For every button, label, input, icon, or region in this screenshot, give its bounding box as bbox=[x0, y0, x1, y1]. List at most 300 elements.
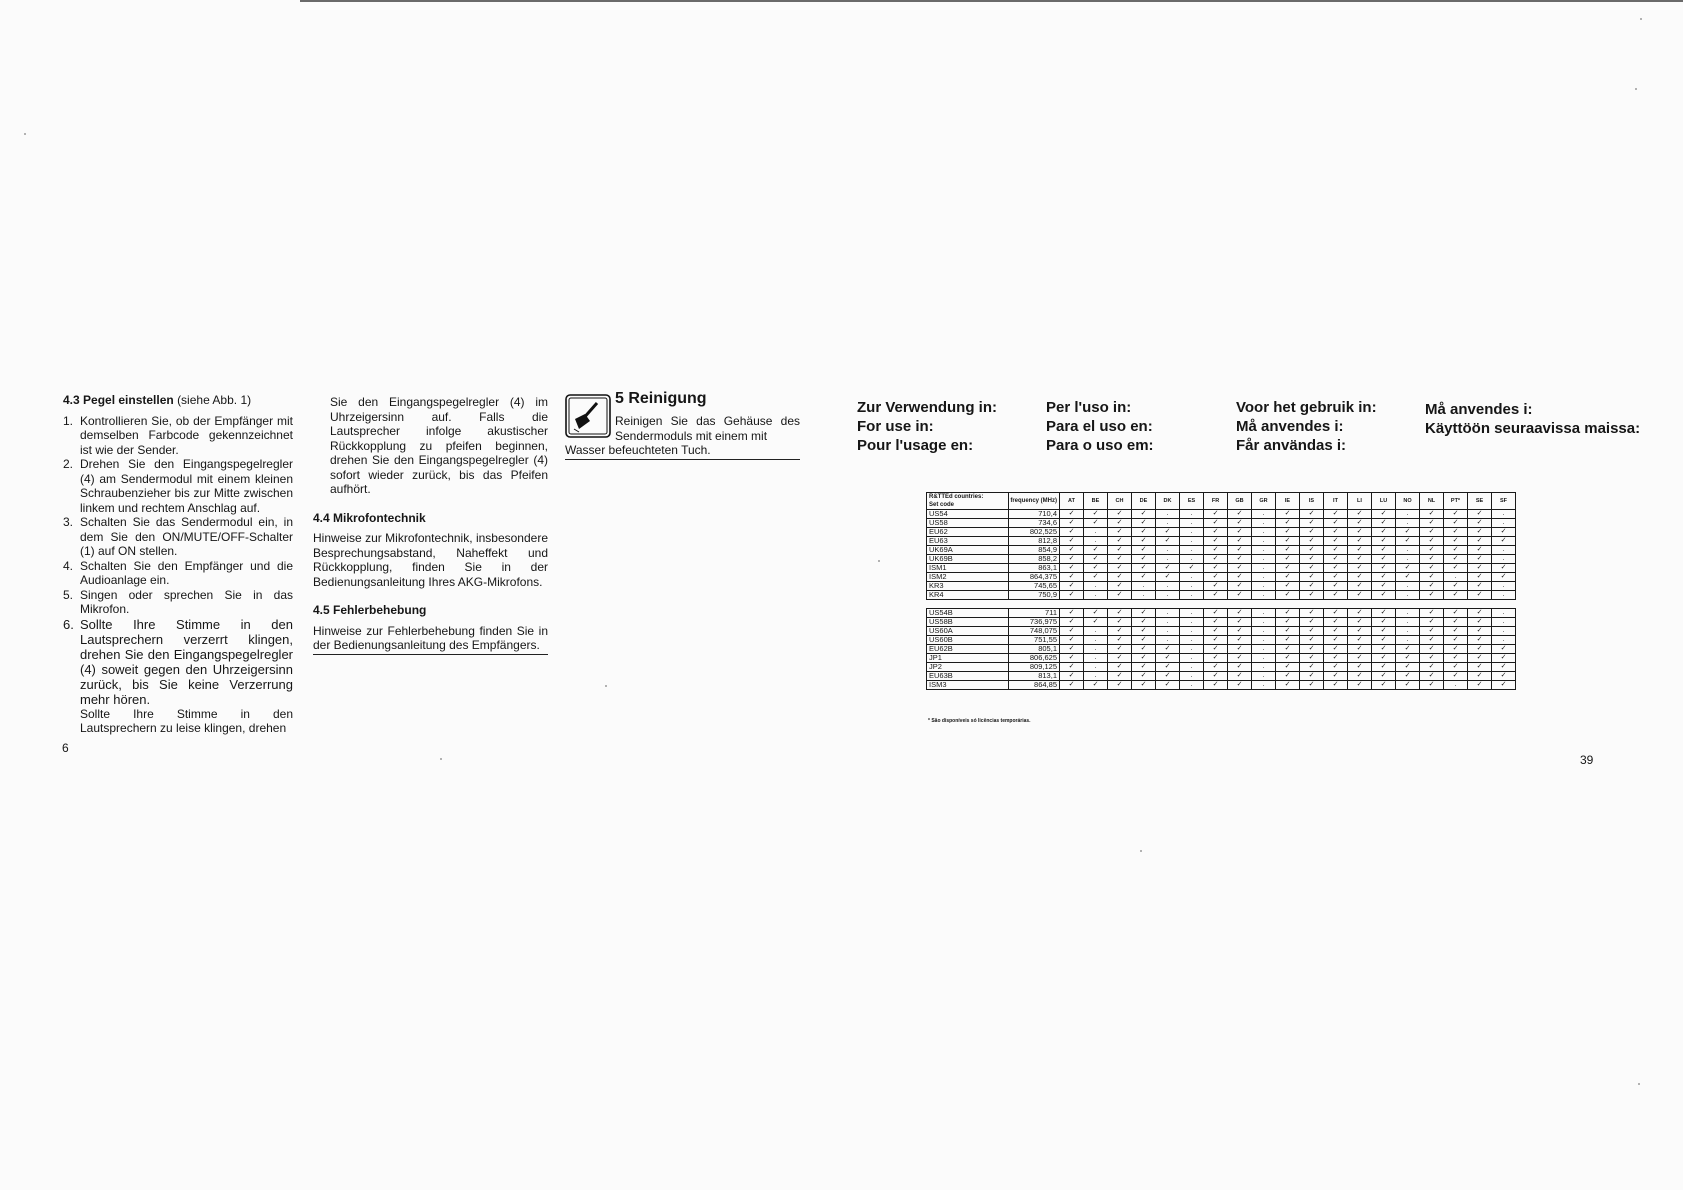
country-cell: . bbox=[1396, 591, 1420, 600]
country-cell: ✓ bbox=[1228, 591, 1252, 600]
set-code-cell: EU63 bbox=[927, 537, 1009, 546]
scan-speck bbox=[24, 133, 26, 135]
country-cell: ✓ bbox=[1300, 528, 1324, 537]
table-row bbox=[927, 645, 1516, 654]
country-cell: ✓ bbox=[1300, 519, 1324, 528]
country-header: NO bbox=[1396, 493, 1420, 510]
country-header: DK bbox=[1156, 493, 1180, 510]
table-group-gap bbox=[927, 600, 1516, 609]
table-row bbox=[927, 636, 1516, 645]
frequency-cell: 813,1 bbox=[1009, 672, 1060, 681]
step-number: 3. bbox=[63, 515, 74, 529]
country-cell: ✓ bbox=[1156, 654, 1180, 663]
country-header: SE bbox=[1468, 493, 1492, 510]
country-cell: ✓ bbox=[1444, 537, 1468, 546]
country-cell: ✓ bbox=[1276, 663, 1300, 672]
country-cell: ✓ bbox=[1468, 627, 1492, 636]
country-cell: ✓ bbox=[1108, 564, 1132, 573]
country-cell: . bbox=[1396, 546, 1420, 555]
step-item bbox=[63, 515, 293, 559]
country-cell: . bbox=[1156, 609, 1180, 618]
frequency-cell: 863,1 bbox=[1009, 564, 1060, 573]
country-cell: . bbox=[1396, 609, 1420, 618]
country-cell: ✓ bbox=[1300, 555, 1324, 564]
country-cell: ✓ bbox=[1444, 528, 1468, 537]
page-number-right: 39 bbox=[1580, 753, 1594, 767]
country-cell: ✓ bbox=[1228, 573, 1252, 582]
country-cell: ✓ bbox=[1276, 654, 1300, 663]
country-cell: ✓ bbox=[1132, 537, 1156, 546]
step-number: 2. bbox=[63, 457, 74, 471]
country-cell: ✓ bbox=[1060, 519, 1084, 528]
country-cell: ✓ bbox=[1420, 582, 1444, 591]
country-cell: ✓ bbox=[1108, 609, 1132, 618]
country-cell: ✓ bbox=[1444, 627, 1468, 636]
country-cell: ✓ bbox=[1228, 663, 1252, 672]
frequency-cell: 751,55 bbox=[1009, 636, 1060, 645]
country-cell: ✓ bbox=[1348, 582, 1372, 591]
country-cell: ✓ bbox=[1132, 681, 1156, 690]
country-cell: ✓ bbox=[1468, 519, 1492, 528]
table-header-row bbox=[927, 493, 1516, 510]
country-cell: ✓ bbox=[1276, 609, 1300, 618]
table-footnote: * São disponíveis só licências temporárias. bbox=[928, 718, 1031, 724]
country-cell: ✓ bbox=[1300, 672, 1324, 681]
frequency-cell: 711 bbox=[1009, 609, 1060, 618]
country-cell: ✓ bbox=[1372, 609, 1396, 618]
country-cell: ✓ bbox=[1324, 618, 1348, 627]
frequency-cell: 858,2 bbox=[1009, 555, 1060, 564]
frequency-cell: 750,9 bbox=[1009, 591, 1060, 600]
country-cell: ✓ bbox=[1108, 537, 1132, 546]
country-cell: ✓ bbox=[1276, 681, 1300, 690]
country-cell: . bbox=[1492, 582, 1516, 591]
country-cell: ✓ bbox=[1300, 564, 1324, 573]
country-cell: . bbox=[1396, 636, 1420, 645]
country-cell: ✓ bbox=[1468, 663, 1492, 672]
set-code-cell: JP1 bbox=[927, 654, 1009, 663]
country-cell: ✓ bbox=[1204, 519, 1228, 528]
country-cell: ✓ bbox=[1420, 654, 1444, 663]
country-cell: ✓ bbox=[1300, 573, 1324, 582]
country-header: CH bbox=[1108, 493, 1132, 510]
country-cell: ✓ bbox=[1060, 555, 1084, 564]
country-cell: . bbox=[1180, 654, 1204, 663]
country-cell: . bbox=[1180, 672, 1204, 681]
set-code-cell: UK69A bbox=[927, 546, 1009, 555]
country-cell: ✓ bbox=[1468, 555, 1492, 564]
country-cell: ✓ bbox=[1444, 609, 1468, 618]
country-cell: ✓ bbox=[1084, 510, 1108, 519]
steps-list bbox=[63, 414, 293, 707]
frequency-cell: 864,375 bbox=[1009, 573, 1060, 582]
frequency-cell: 812,8 bbox=[1009, 537, 1060, 546]
country-cell: . bbox=[1492, 591, 1516, 600]
country-cell: ✓ bbox=[1348, 672, 1372, 681]
frequency-cell: 864,85 bbox=[1009, 681, 1060, 690]
country-cell: . bbox=[1180, 627, 1204, 636]
country-cell: ✓ bbox=[1372, 627, 1396, 636]
country-cell: ✓ bbox=[1324, 654, 1348, 663]
country-cell: ✓ bbox=[1108, 672, 1132, 681]
set-code-cell: US58 bbox=[927, 519, 1009, 528]
country-cell: ✓ bbox=[1204, 528, 1228, 537]
country-cell: . bbox=[1084, 591, 1108, 600]
frequency-cell: 805,1 bbox=[1009, 645, 1060, 654]
country-cell: ✓ bbox=[1204, 591, 1228, 600]
section-4-5-text: Hinweise zur Fehlerbehebung finden Sie in der Bedienungsanleitung des Empfängers. bbox=[313, 624, 548, 655]
country-cell: ✓ bbox=[1228, 528, 1252, 537]
country-cell: ✓ bbox=[1492, 663, 1516, 672]
usage-line: Käyttöön seuraavissa maissa: bbox=[1425, 420, 1641, 437]
country-cell: ✓ bbox=[1420, 591, 1444, 600]
country-cell: ✓ bbox=[1324, 663, 1348, 672]
step-text: Drehen Sie den Eingangspegelregler (4) am Sendermodul mit einem kleinen Schraubenzieher bis zur Mitte zwischen linkem und rechtem Anschlag auf. bbox=[80, 457, 293, 515]
country-cell: ✓ bbox=[1420, 609, 1444, 618]
country-cell: ✓ bbox=[1300, 663, 1324, 672]
country-cell: ✓ bbox=[1132, 672, 1156, 681]
country-cell: . bbox=[1180, 573, 1204, 582]
country-cell: ✓ bbox=[1132, 510, 1156, 519]
country-cell: ✓ bbox=[1300, 627, 1324, 636]
step-text: Singen oder sprechen Sie in das Mikrofon. bbox=[80, 587, 293, 616]
country-cell: . bbox=[1396, 582, 1420, 591]
country-cell: ✓ bbox=[1228, 555, 1252, 564]
set-code-cell: US60A bbox=[927, 627, 1009, 636]
set-code-cell: ISM3 bbox=[927, 681, 1009, 690]
country-cell: ✓ bbox=[1060, 564, 1084, 573]
country-cell: ✓ bbox=[1228, 609, 1252, 618]
table-row bbox=[927, 591, 1516, 600]
country-cell: . bbox=[1180, 546, 1204, 555]
country-cell: ✓ bbox=[1348, 573, 1372, 582]
country-cell: ✓ bbox=[1492, 681, 1516, 690]
country-cell: ✓ bbox=[1156, 663, 1180, 672]
country-cell: ✓ bbox=[1204, 564, 1228, 573]
country-cell: ✓ bbox=[1420, 618, 1444, 627]
country-cell: ✓ bbox=[1108, 555, 1132, 564]
country-cell: ✓ bbox=[1348, 555, 1372, 564]
country-cell: ✓ bbox=[1492, 528, 1516, 537]
frequency-cell: 854,9 bbox=[1009, 546, 1060, 555]
country-cell: . bbox=[1180, 609, 1204, 618]
step-number: 4. bbox=[63, 558, 74, 573]
country-cell: ✓ bbox=[1132, 573, 1156, 582]
country-cell: ✓ bbox=[1228, 672, 1252, 681]
country-cell: ✓ bbox=[1468, 573, 1492, 582]
country-cell: . bbox=[1180, 645, 1204, 654]
set-code-cell: KR4 bbox=[927, 591, 1009, 600]
country-cell: . bbox=[1252, 618, 1276, 627]
usage-heading-dk-fi bbox=[1425, 400, 1640, 438]
country-cell: ✓ bbox=[1228, 627, 1252, 636]
country-cell: . bbox=[1252, 672, 1276, 681]
country-cell: ✓ bbox=[1444, 555, 1468, 564]
country-cell: . bbox=[1252, 555, 1276, 564]
table-row bbox=[927, 672, 1516, 681]
country-cell: ✓ bbox=[1372, 573, 1396, 582]
step-item bbox=[63, 457, 293, 515]
country-cell: ✓ bbox=[1420, 681, 1444, 690]
country-cell: . bbox=[1180, 519, 1204, 528]
country-cell: ✓ bbox=[1060, 681, 1084, 690]
country-cell: . bbox=[1492, 510, 1516, 519]
usage-heading-de-en-fr bbox=[857, 398, 997, 455]
set-code-cell: EU63B bbox=[927, 672, 1009, 681]
country-cell: ✓ bbox=[1468, 582, 1492, 591]
country-cell: ✓ bbox=[1276, 510, 1300, 519]
country-cell: ✓ bbox=[1348, 681, 1372, 690]
country-cell: ✓ bbox=[1276, 636, 1300, 645]
country-cell: ✓ bbox=[1060, 573, 1084, 582]
country-cell: ✓ bbox=[1372, 582, 1396, 591]
country-cell: ✓ bbox=[1276, 564, 1300, 573]
country-cell: ✓ bbox=[1324, 564, 1348, 573]
frequency-cell: 802,525 bbox=[1009, 528, 1060, 537]
country-cell: ✓ bbox=[1372, 546, 1396, 555]
country-cell: ✓ bbox=[1324, 645, 1348, 654]
table-row bbox=[927, 681, 1516, 690]
country-cell: ✓ bbox=[1300, 609, 1324, 618]
table-row bbox=[927, 663, 1516, 672]
usage-line: Para el uso en: bbox=[1046, 418, 1153, 435]
country-cell: ✓ bbox=[1468, 609, 1492, 618]
step-item bbox=[63, 414, 293, 458]
country-cell: ✓ bbox=[1204, 582, 1228, 591]
country-cell: ✓ bbox=[1276, 645, 1300, 654]
country-cell: ✓ bbox=[1132, 546, 1156, 555]
country-cell: ✓ bbox=[1132, 528, 1156, 537]
country-cell: ✓ bbox=[1060, 537, 1084, 546]
country-cell: ✓ bbox=[1468, 546, 1492, 555]
country-cell: ✓ bbox=[1420, 555, 1444, 564]
country-cell: . bbox=[1156, 582, 1180, 591]
scan-speck bbox=[1635, 88, 1637, 90]
country-cell: ✓ bbox=[1132, 564, 1156, 573]
country-cell: . bbox=[1252, 573, 1276, 582]
country-cell: ✓ bbox=[1372, 654, 1396, 663]
country-cell: ✓ bbox=[1156, 528, 1180, 537]
country-cell: ✓ bbox=[1468, 672, 1492, 681]
country-cell: . bbox=[1084, 582, 1108, 591]
country-cell: ✓ bbox=[1228, 582, 1252, 591]
country-cell: . bbox=[1156, 510, 1180, 519]
section-4-4-heading: 4.4 Mikrofontechnik bbox=[313, 510, 426, 525]
country-cell: ✓ bbox=[1228, 681, 1252, 690]
country-cell: ✓ bbox=[1060, 672, 1084, 681]
country-cell: ✓ bbox=[1492, 645, 1516, 654]
country-cell: ✓ bbox=[1348, 627, 1372, 636]
country-cell: ✓ bbox=[1108, 573, 1132, 582]
country-cell: ✓ bbox=[1060, 627, 1084, 636]
country-cell: ✓ bbox=[1444, 519, 1468, 528]
column-2 bbox=[313, 395, 548, 655]
country-cell: . bbox=[1156, 627, 1180, 636]
country-cell: ✓ bbox=[1060, 645, 1084, 654]
country-cell: ✓ bbox=[1204, 609, 1228, 618]
country-cell: ✓ bbox=[1372, 618, 1396, 627]
country-cell: ✓ bbox=[1108, 528, 1132, 537]
country-cell: ✓ bbox=[1228, 546, 1252, 555]
country-cell: . bbox=[1252, 627, 1276, 636]
table-row bbox=[927, 528, 1516, 537]
usage-line: Må anvendes i: bbox=[1236, 418, 1344, 435]
country-cell: . bbox=[1492, 519, 1516, 528]
country-cell: ✓ bbox=[1300, 510, 1324, 519]
country-cell: ✓ bbox=[1228, 519, 1252, 528]
country-cell: . bbox=[1252, 582, 1276, 591]
table-row bbox=[927, 618, 1516, 627]
country-cell: . bbox=[1156, 636, 1180, 645]
country-cell: ✓ bbox=[1276, 627, 1300, 636]
country-cell: ✓ bbox=[1348, 654, 1372, 663]
country-cell: ✓ bbox=[1108, 591, 1132, 600]
country-cell: . bbox=[1492, 627, 1516, 636]
country-cell: ✓ bbox=[1396, 573, 1420, 582]
country-cell: ✓ bbox=[1276, 555, 1300, 564]
country-cell: ✓ bbox=[1228, 537, 1252, 546]
table-row bbox=[927, 654, 1516, 663]
scan-speck bbox=[440, 758, 442, 760]
country-cell: ✓ bbox=[1276, 546, 1300, 555]
country-cell: ✓ bbox=[1276, 519, 1300, 528]
usage-heading-it-es-pt bbox=[1046, 398, 1154, 455]
section-4-3-heading bbox=[63, 393, 293, 408]
country-cell: ✓ bbox=[1276, 537, 1300, 546]
country-cell: ✓ bbox=[1300, 681, 1324, 690]
country-cell: ✓ bbox=[1324, 591, 1348, 600]
country-cell: ✓ bbox=[1108, 618, 1132, 627]
set-code-cell: US54 bbox=[927, 510, 1009, 519]
country-cell: ✓ bbox=[1348, 564, 1372, 573]
country-cell: . bbox=[1180, 636, 1204, 645]
table-row bbox=[927, 537, 1516, 546]
country-header: LI bbox=[1348, 493, 1372, 510]
section-title: 4.3 Pegel einstellen bbox=[63, 393, 174, 407]
country-cell: ✓ bbox=[1324, 636, 1348, 645]
frequency-cell: 806,625 bbox=[1009, 654, 1060, 663]
country-cell: . bbox=[1180, 528, 1204, 537]
country-cell: . bbox=[1084, 645, 1108, 654]
country-cell: ✓ bbox=[1132, 654, 1156, 663]
country-cell: ✓ bbox=[1468, 528, 1492, 537]
country-cell: . bbox=[1492, 618, 1516, 627]
country-cell: . bbox=[1156, 591, 1180, 600]
country-cell: ✓ bbox=[1372, 681, 1396, 690]
set-code-cell: UK69B bbox=[927, 555, 1009, 564]
country-cell: ✓ bbox=[1348, 645, 1372, 654]
country-cell: ✓ bbox=[1348, 510, 1372, 519]
country-cell: . bbox=[1252, 537, 1276, 546]
step-6-continued: Sollte Ihre Stimme in den Lautsprechern zu leise klingen, drehen bbox=[80, 706, 293, 735]
country-cell: ✓ bbox=[1420, 672, 1444, 681]
country-cell: ✓ bbox=[1348, 546, 1372, 555]
table-row bbox=[927, 519, 1516, 528]
country-cell: . bbox=[1492, 609, 1516, 618]
frequency-cell: 745,65 bbox=[1009, 582, 1060, 591]
country-cell: ✓ bbox=[1348, 636, 1372, 645]
country-cell: ✓ bbox=[1348, 663, 1372, 672]
frequency-cell: 748,075 bbox=[1009, 627, 1060, 636]
table-row bbox=[927, 627, 1516, 636]
country-cell: ✓ bbox=[1468, 510, 1492, 519]
country-cell: ✓ bbox=[1300, 654, 1324, 663]
country-cell: ✓ bbox=[1348, 591, 1372, 600]
country-cell: ✓ bbox=[1372, 519, 1396, 528]
country-cell: ✓ bbox=[1324, 510, 1348, 519]
country-cell: ✓ bbox=[1300, 537, 1324, 546]
country-cell: . bbox=[1180, 537, 1204, 546]
step-number: 6. bbox=[63, 616, 74, 632]
country-cell: ✓ bbox=[1156, 645, 1180, 654]
country-cell: ✓ bbox=[1420, 546, 1444, 555]
usage-line: Får användas i: bbox=[1236, 437, 1347, 454]
country-cell: ✓ bbox=[1060, 546, 1084, 555]
scan-speck bbox=[1640, 18, 1642, 20]
country-cell: ✓ bbox=[1204, 636, 1228, 645]
country-header: SF bbox=[1492, 493, 1516, 510]
country-availability-table bbox=[926, 492, 1516, 690]
country-cell: ✓ bbox=[1060, 618, 1084, 627]
table-row bbox=[927, 564, 1516, 573]
country-cell: . bbox=[1492, 636, 1516, 645]
country-cell: ✓ bbox=[1300, 582, 1324, 591]
country-cell: ✓ bbox=[1204, 654, 1228, 663]
country-cell: . bbox=[1156, 555, 1180, 564]
set-code-cell: JP2 bbox=[927, 663, 1009, 672]
country-cell: ✓ bbox=[1468, 591, 1492, 600]
country-cell: ✓ bbox=[1420, 627, 1444, 636]
country-cell: ✓ bbox=[1228, 636, 1252, 645]
country-cell: ✓ bbox=[1060, 654, 1084, 663]
country-cell: . bbox=[1252, 519, 1276, 528]
country-cell: ✓ bbox=[1276, 672, 1300, 681]
country-cell: . bbox=[1252, 681, 1276, 690]
country-cell: ✓ bbox=[1324, 573, 1348, 582]
set-code-cell: EU62 bbox=[927, 528, 1009, 537]
country-cell: ✓ bbox=[1468, 618, 1492, 627]
column-1 bbox=[63, 393, 293, 736]
table-row bbox=[927, 582, 1516, 591]
country-cell: . bbox=[1492, 555, 1516, 564]
frequency-header: frequency (MHz) bbox=[1009, 493, 1060, 510]
country-header: FR bbox=[1204, 493, 1228, 510]
country-cell: ✓ bbox=[1084, 609, 1108, 618]
country-header: GB bbox=[1228, 493, 1252, 510]
country-cell: ✓ bbox=[1204, 627, 1228, 636]
country-cell: ✓ bbox=[1108, 654, 1132, 663]
section-5-text: Reinigen Sie das Gehäuse des Sendermoduls mit einem mit bbox=[615, 414, 800, 443]
country-cell: ✓ bbox=[1420, 537, 1444, 546]
country-cell: ✓ bbox=[1468, 645, 1492, 654]
country-cell: . bbox=[1156, 546, 1180, 555]
country-cell: ✓ bbox=[1444, 654, 1468, 663]
frequency-cell: 809,125 bbox=[1009, 663, 1060, 672]
country-cell: ✓ bbox=[1420, 663, 1444, 672]
set-code-label: Set code bbox=[929, 502, 955, 508]
step-text: Sollte Ihre Stimme in den Lautsprechern verzerrt klingen, drehen Sie den Eingangspegelregler (4) soweit gegen den Uhrzeigersinn zurück, bis Sie keine Verzerrung mehr hören. bbox=[80, 616, 293, 707]
usage-line: Pour l'usage en: bbox=[857, 437, 974, 454]
country-cell: ✓ bbox=[1204, 681, 1228, 690]
country-header: PT* bbox=[1444, 493, 1468, 510]
country-cell: ✓ bbox=[1060, 528, 1084, 537]
country-cell: ✓ bbox=[1492, 573, 1516, 582]
country-cell: . bbox=[1084, 528, 1108, 537]
country-cell: ✓ bbox=[1396, 681, 1420, 690]
country-cell: ✓ bbox=[1084, 555, 1108, 564]
country-cell: ✓ bbox=[1468, 537, 1492, 546]
country-cell: . bbox=[1180, 582, 1204, 591]
